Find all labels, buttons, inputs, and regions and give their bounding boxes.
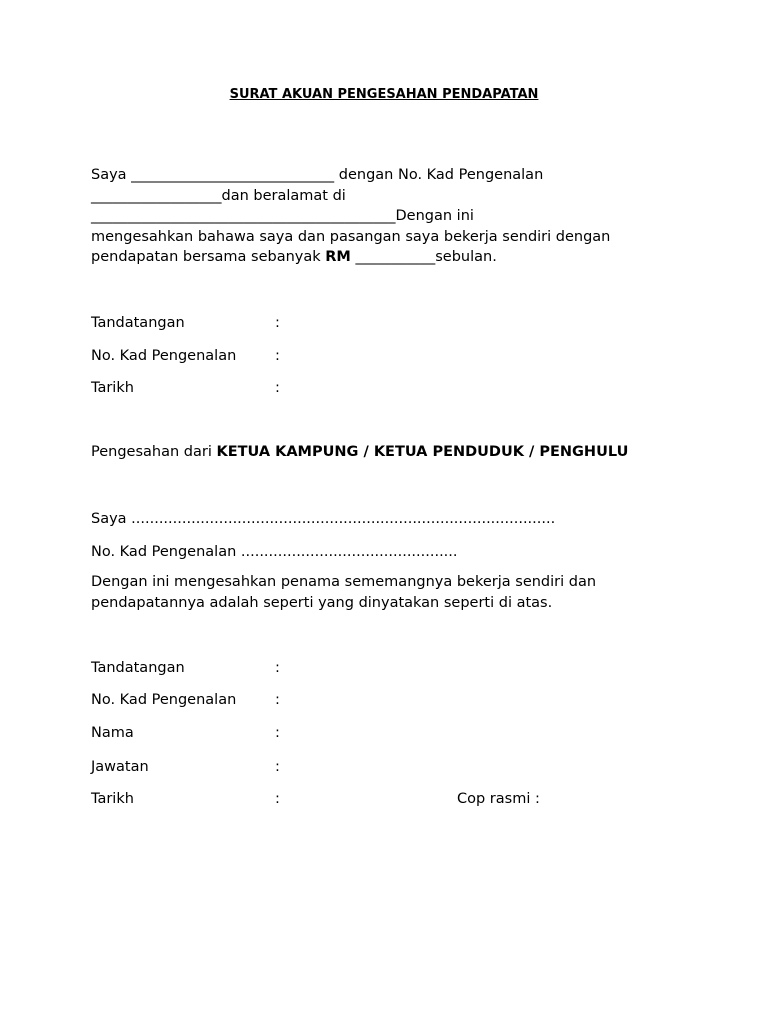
field-colon: : [275,315,280,331]
verification-statement [91,572,691,613]
field-label: No. Kad Pengenalan [91,692,237,708]
field-colon: : [275,660,280,676]
verifier-name-row [91,723,280,743]
applicant-ic-row [91,346,280,366]
verifier-ic-row [91,690,280,710]
declaration-text: dan beralamat di [221,187,346,204]
declaration-line-2 [91,186,691,207]
verifier-ic-line: No. Kad Pengenalan ............................................... [91,544,458,560]
field-colon: : [275,348,280,364]
declaration-line-5 [91,247,691,268]
verifier-date-row [91,789,280,809]
verification-heading-text: Pengesahan dari [91,444,217,460]
declaration-paragraph [91,165,691,268]
ic-blank: __________________ [91,187,222,204]
field-label: Jawatan [91,759,149,775]
verifier-signature-row [91,658,280,678]
declaration-text: sebulan. [435,249,497,265]
verification-authority: KETUA KAMPUNG / KETUA PENDUDUK / PENGHULU [216,444,629,460]
field-colon: : [275,725,280,741]
declaration-text: Saya [91,167,132,183]
field-colon: : [275,759,280,775]
field-label: Tandatangan [91,660,185,676]
verifier-position-row [91,757,280,777]
applicant-signature-row [91,313,280,333]
field-label: Nama [91,725,134,741]
declaration-line-4: mengesahkan bahawa saya dan pasangan saya bekerja sendiri dengan [91,228,611,245]
field-colon: : [275,692,280,708]
declaration-text: pendapatan bersama sebanyak [91,249,326,265]
applicant-date-row [91,378,280,398]
income-blank: ___________ [350,249,436,265]
field-label: Tarikh [91,380,134,396]
statement-line-1: Dengan ini mengesahkan penama sememangnya bekerja sendiri dan [91,574,597,590]
field-label: No. Kad Pengenalan [91,348,237,364]
currency-label: RM [325,249,351,265]
document-title: SURAT AKUAN PENGESAHAN PENDAPATAN [229,87,539,102]
declaration-line-3 [91,206,691,227]
declaration-text: Dengan ini [395,208,474,224]
field-colon: : [275,791,280,807]
field-label: Tarikh [91,791,134,807]
official-stamp-label: Cop rasmi : [457,791,540,807]
name-blank: ____________________________ [131,167,335,183]
field-colon: : [275,380,280,396]
verification-heading [91,442,628,462]
field-label: Tandatangan [91,315,185,331]
verifier-name-line: Saya ............................................................................................ [91,511,556,527]
declaration-line-1 [91,165,691,186]
address-blank: __________________________________________ [91,208,396,224]
statement-line-2: pendapatannya adalah seperti yang dinyatakan seperti di atas. [91,594,553,611]
declaration-text: dengan No. Kad Pengenalan [334,167,544,183]
